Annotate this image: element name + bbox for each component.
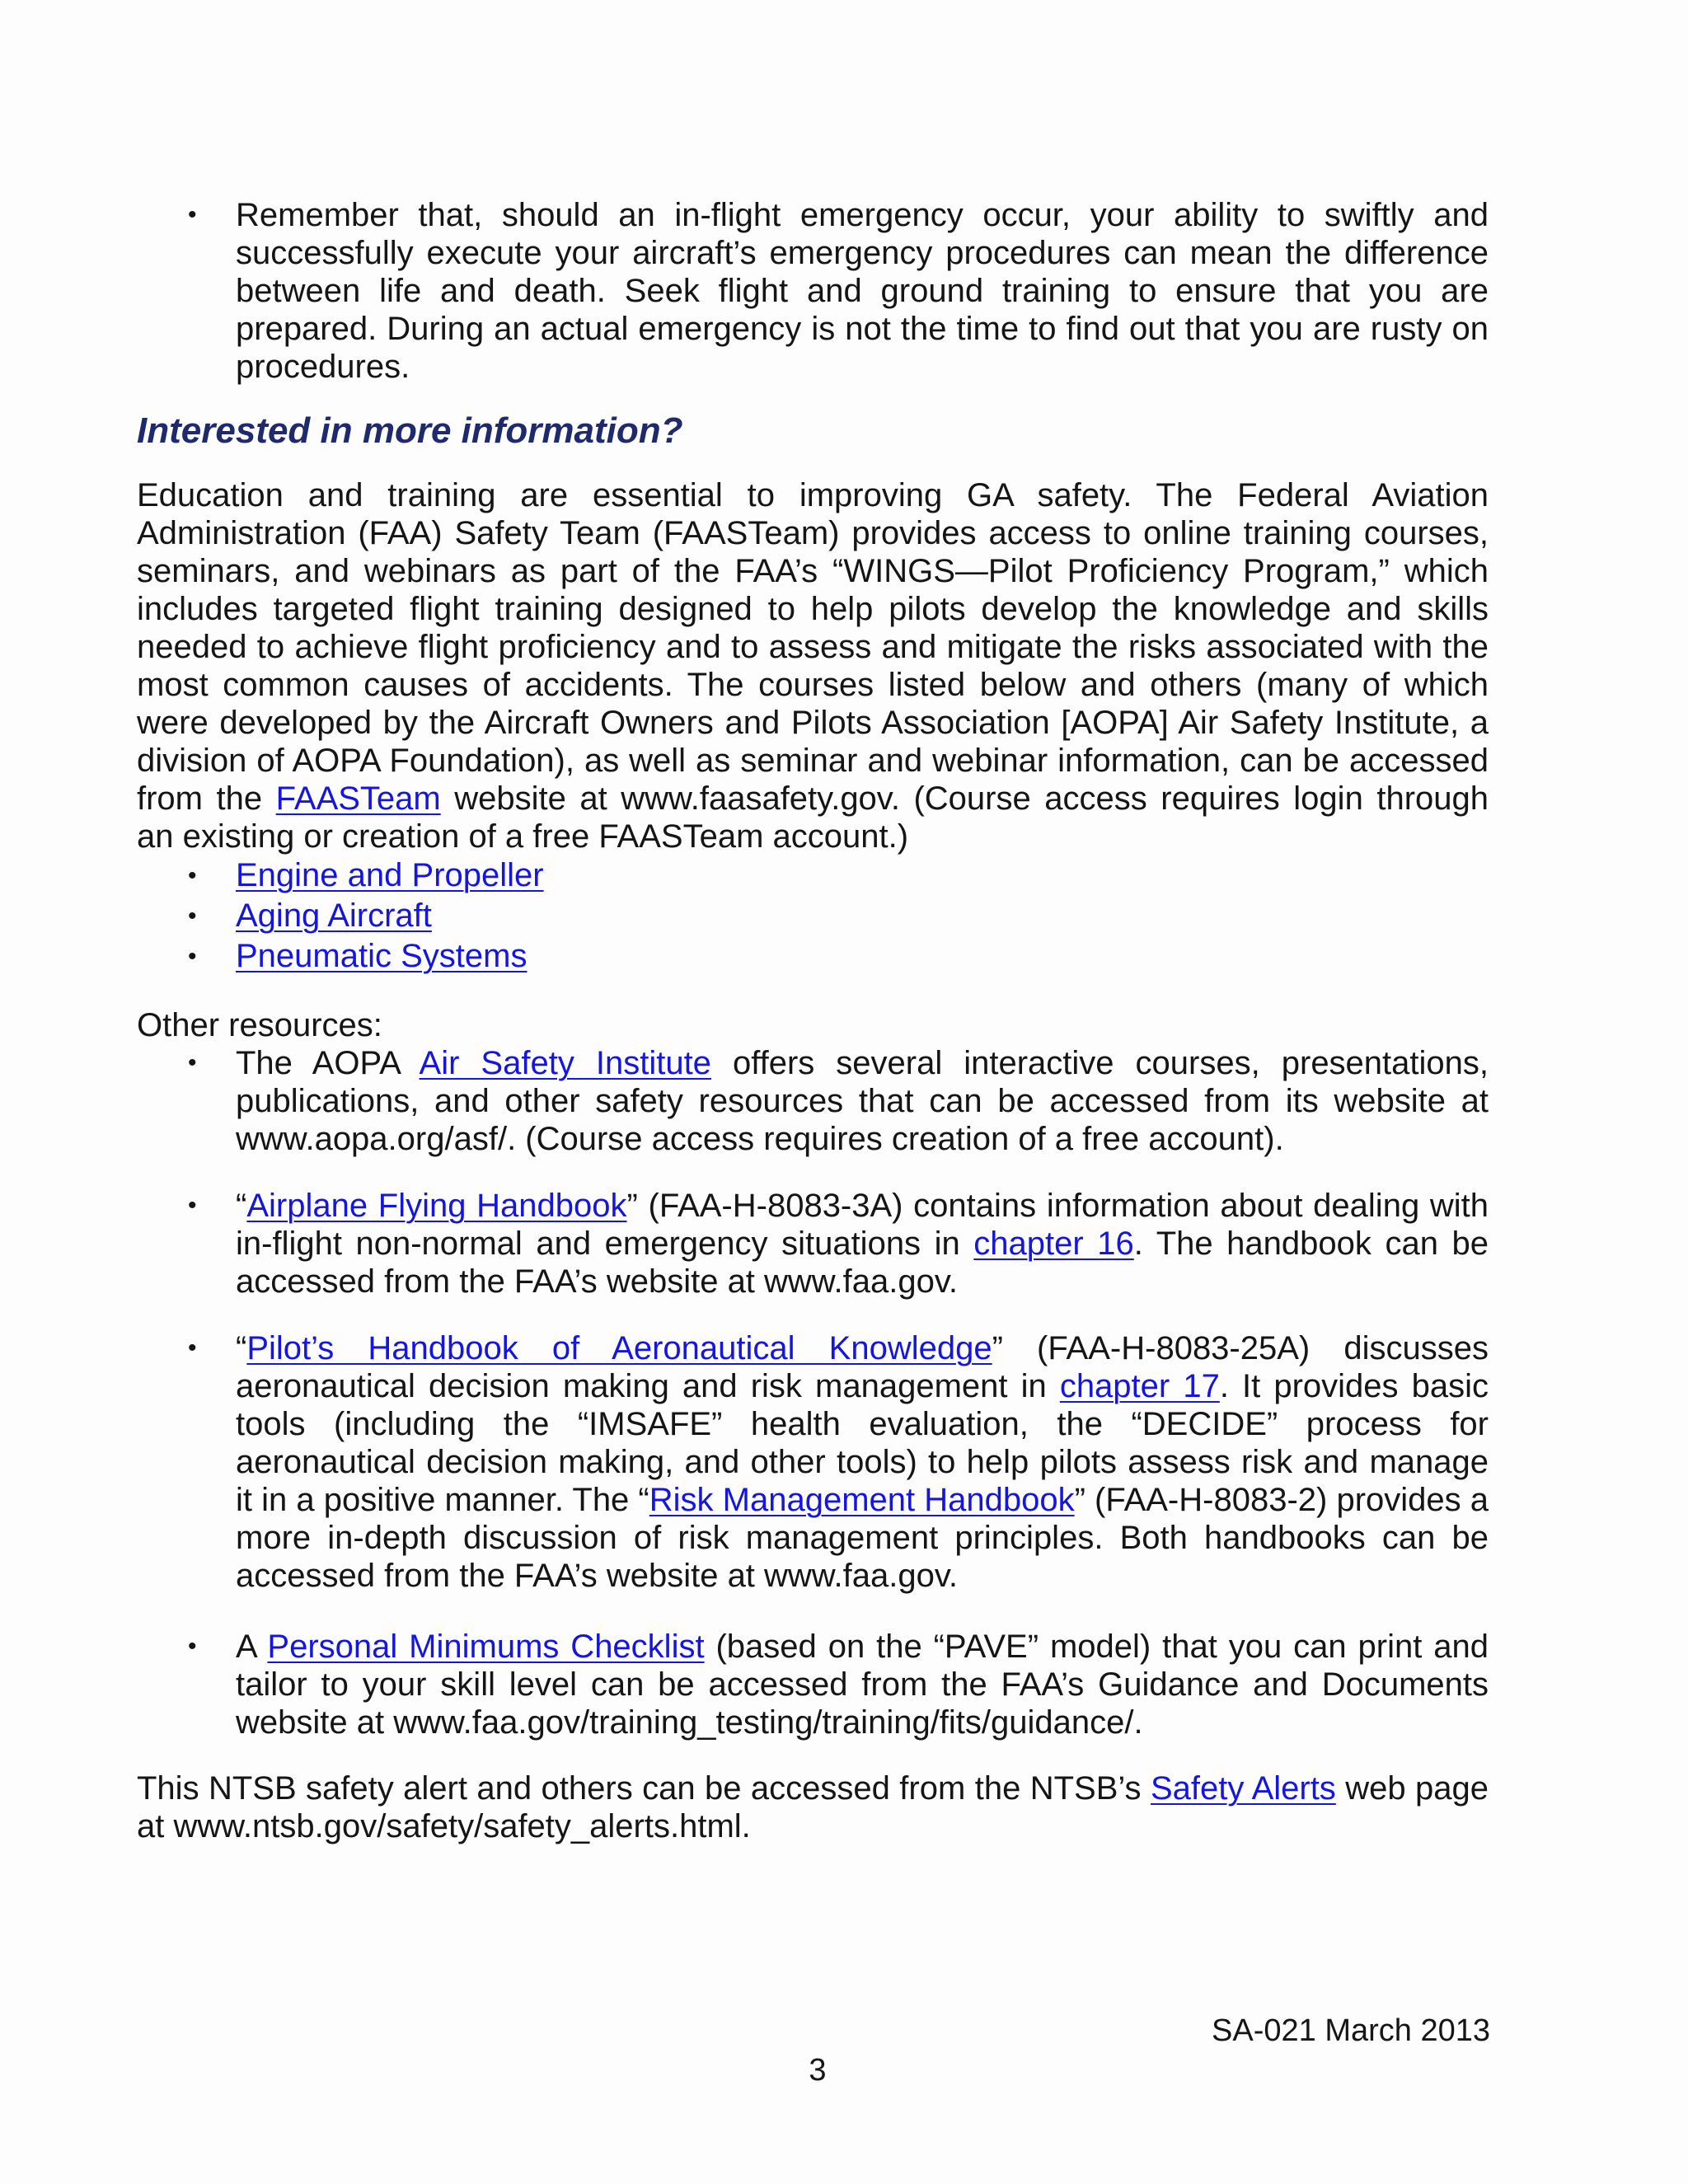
- resource-item-afh: [137, 1187, 1489, 1301]
- course-link-pneumatic-systems[interactable]: Pneumatic Systems: [236, 938, 528, 974]
- document-code: SA-021 March 2013: [1212, 2013, 1490, 2048]
- bullet-icon: •: [188, 1334, 197, 1361]
- pmc-text-2: (based on the “PAVE” model) that you can print and tailor to your skill level can be accessed from the FAA’s Guidance and Documents website at www.faa.gov/training_testing/training/fits/guidance/.: [236, 1629, 1489, 1741]
- list-item: [137, 936, 1489, 977]
- closing-text-1: This NTSB safety alert and others can be accessed from the NTSB’s: [137, 1770, 1151, 1807]
- bullet-icon: •: [188, 1192, 197, 1219]
- list-item: [137, 896, 1489, 936]
- resource-item-pmc: [137, 1628, 1489, 1741]
- education-text-2: website at www.faasafety.gov. (Course access requires login through an existing or creation of a free FAASTeam account.): [137, 780, 1489, 855]
- course-list: [137, 855, 1489, 977]
- section-heading: Interested in more information?: [137, 410, 683, 451]
- page-number: 3: [809, 2053, 827, 2088]
- resource-item-phak: [137, 1329, 1489, 1595]
- faasteam-link[interactable]: FAASTeam: [275, 780, 441, 817]
- airplane-flying-handbook-link[interactable]: Airplane Flying Handbook: [246, 1188, 627, 1224]
- afh-text-2: . The handbook can be accessed from the FAA’s website at www.faa.gov.: [236, 1226, 1489, 1300]
- pilots-handbook-link[interactable]: Pilot’s Handbook of Aeronautical Knowledge: [246, 1330, 992, 1366]
- closing-paragraph: [137, 1769, 1489, 1845]
- risk-management-handbook-link[interactable]: Risk Management Handbook: [649, 1482, 1075, 1518]
- bullet-icon: •: [188, 1049, 197, 1076]
- course-link-engine-propeller[interactable]: Engine and Propeller: [236, 857, 544, 893]
- bullet-icon: •: [188, 943, 197, 970]
- personal-minimums-checklist-link[interactable]: Personal Minimums Checklist: [267, 1629, 705, 1665]
- air-safety-institute-link[interactable]: Air Safety Institute: [419, 1045, 711, 1081]
- phak-text-2: . It provides basic tools (including the “IMSAFE” health evaluation, the “DECIDE” process for aeronautical decision making, and other tools) to help pilots assess risk and manage it in a positive manner. The “: [236, 1368, 1489, 1518]
- bullet-icon: •: [188, 902, 197, 930]
- pmc-text-1: A: [236, 1629, 268, 1665]
- bullet-icon: •: [188, 862, 197, 889]
- education-paragraph: [137, 476, 1489, 855]
- afh-open-quote: “: [236, 1188, 247, 1224]
- course-link-aging-aircraft[interactable]: Aging Aircraft: [236, 898, 432, 934]
- phak-text-3: ” (FAA-H-8083-2) provides a more in-depth discussion of risk management principles. Both handbooks can be accessed from the FAA’s website at www.faa.gov.: [236, 1482, 1489, 1594]
- safety-alerts-link[interactable]: Safety Alerts: [1150, 1770, 1336, 1807]
- chapter-16-link[interactable]: chapter 16: [973, 1226, 1134, 1262]
- chapter-17-link[interactable]: chapter 17: [1059, 1368, 1220, 1404]
- intro-bullet-text: Remember that, should an in-flight emergency occur, your ability to swiftly and successfully execute your aircraft’s emergency procedures can mean the difference between life and death. Seek flight and ground training to ensure that you are prepared. During an actual emergency is not the time to find out that you are rusty on procedures.: [236, 197, 1489, 385]
- intro-list: [137, 196, 1489, 386]
- education-text-1: Education and training are essential to improving GA safety. The Federal Aviation Administration (FAA) Safety Team (FAASTeam) provides access to online training courses, seminars, and webinars as part of the FAA’s “WINGS—Pilot Proficiency Program,” which includes targeted flight training designed to help pilots develop the knowledge and skills needed to achieve flight proficiency and to assess and mitigate the risks associated with the most common causes of accidents. The courses listed below and others (many of which were developed by the Aircraft Owners and Pilots Association [AOPA] Air Safety Institute, a division of AOPA Foundation), as well as seminar and webinar information, can be accessed from the: [137, 477, 1489, 817]
- phak-open-quote: “: [236, 1330, 247, 1366]
- other-resources-label: Other resources:: [137, 1007, 382, 1043]
- list-item: [137, 855, 1489, 896]
- aopa-text-1: The AOPA: [236, 1045, 420, 1081]
- aopa-text-2: offers several interactive courses, presentations, publications, and other safety resources that can be accessed from its website at www.aopa.org/asf/. (Course access requires creation of a free account).: [236, 1045, 1489, 1157]
- resources-list: [137, 1044, 1489, 1741]
- phak-text-1: ” (FAA-H-8083-25A) discusses aeronautical decision making and risk management in: [236, 1330, 1489, 1404]
- closing-text-2: web page at www.ntsb.gov/safety/safety_alerts.html.: [137, 1770, 1489, 1844]
- page-content: [137, 196, 1489, 1845]
- bullet-icon: •: [188, 1633, 197, 1660]
- resource-item-aopa: [137, 1044, 1489, 1158]
- intro-bullet-item: [137, 196, 1489, 386]
- bullet-icon: •: [188, 201, 197, 228]
- afh-text-1: ” (FAA-H-8083-3A) contains information about dealing with in-flight non-normal and emergency situations in: [236, 1188, 1489, 1262]
